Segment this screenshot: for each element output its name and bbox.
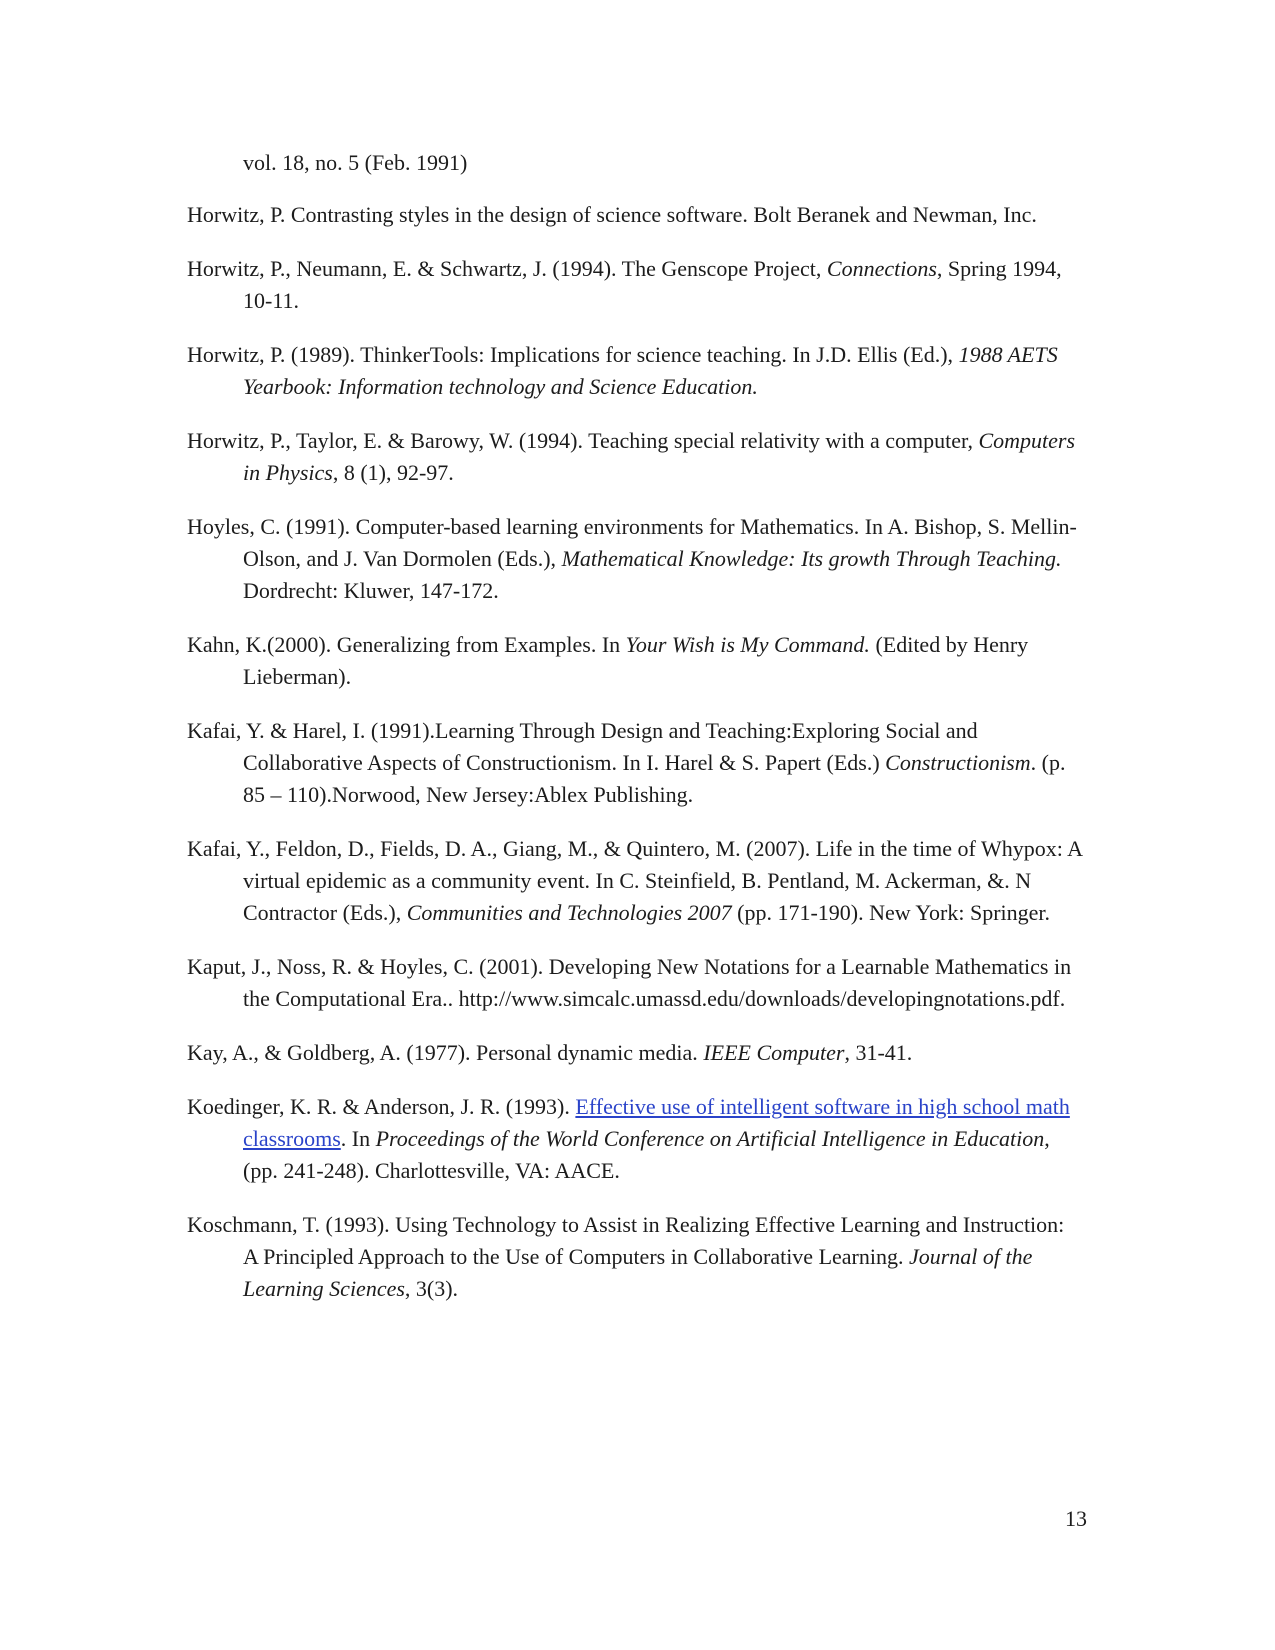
- reference-entry: [187, 1209, 1082, 1305]
- reference-text: [187, 1209, 1082, 1305]
- reference-segment: , Spring 1994, 10-11.: [243, 256, 1062, 313]
- reference-italic-title: Communities and Technologies 2007: [406, 900, 732, 925]
- reference-text: [187, 951, 1082, 1015]
- reference-text: [187, 715, 1082, 811]
- reference-italic-title: Mathematical Knowledge: Its growth Through Teaching.: [561, 546, 1062, 571]
- reference-segment: , (pp. 241-248). Charlottesville, VA: AACE.: [243, 1126, 1050, 1183]
- reference-text: [187, 339, 1082, 403]
- reference-segment: Dordrecht: Kluwer, 147-172.: [243, 578, 499, 603]
- reference-segment: (pp. 171-190). New York: Springer.: [731, 900, 1051, 925]
- reference-link[interactable]: Effective use of intelligent software in high school math classrooms: [243, 1094, 1070, 1151]
- reference-italic-title: Connections: [826, 256, 937, 281]
- reference-entry: [187, 425, 1082, 489]
- reference-text: [187, 1037, 1082, 1069]
- reference-entry: [187, 253, 1082, 317]
- reference-entry: [187, 951, 1082, 1015]
- page-number: 13: [1065, 1506, 1087, 1531]
- reference-entry: [187, 833, 1082, 929]
- reference-segment: . In: [340, 1126, 376, 1151]
- reference-segment: Kay, A., & Goldberg, A. (1977). Personal dynamic media.: [187, 1040, 704, 1065]
- reference-text: [187, 833, 1082, 929]
- reference-segment: , 31-41.: [844, 1040, 913, 1065]
- reference-entry: [187, 511, 1082, 607]
- reference-segment: Kaput, J., Noss, R. & Hoyles, C. (2001). Developing New Notations for a Learnable Mathematics in the Computational Era.. http://www.simcalc.umassd.edu/downloads/developingnotations.pdf.: [187, 954, 1072, 1011]
- reference-entry: [187, 629, 1082, 693]
- reference-entry: [187, 1037, 1082, 1069]
- reference-segment: Horwitz, P., Taylor, E. & Barowy, W. (1994). Teaching special relativity with a computer,: [187, 428, 979, 453]
- reference-segment: Koedinger, K. R. & Anderson, J. R. (1993).: [187, 1094, 576, 1119]
- reference-text: [187, 1091, 1082, 1187]
- reference-italic-title: Proceedings of the World Conference on Artificial Intelligence in Education: [375, 1126, 1045, 1151]
- reference-segment: Kafai, Y. & Harel, I. (1991).Learning Through Design and Teaching:Exploring Social and Collaborative Aspects of Constructionism. In I. Harel & S. Papert (Eds.): [187, 718, 978, 775]
- reference-italic-title: Constructionism: [885, 750, 1031, 775]
- reference-segment: (Edited by Henry Lieberman).: [243, 632, 1029, 689]
- reference-segment: . (p. 85 – 110).Norwood, New Jersey:Ablex Publishing.: [243, 750, 1066, 807]
- reference-segment: Kafai, Y., Feldon, D., Fields, D. A., Giang, M., & Quintero, M. (2007). Life in the time of Whypox: A virtual epidemic as a community event. In C. Steinfield, B. Pentland, M. Ackerman, &. N Contractor (Eds.),: [187, 836, 1082, 925]
- reference-segment: Horwitz, P. Contrasting styles in the design of science software. Bolt Beranek and Newman, Inc.: [187, 202, 1037, 227]
- reference-entry: [187, 199, 1082, 231]
- reference-italic-title: IEEE Computer: [703, 1040, 845, 1065]
- reference-text: [187, 425, 1082, 489]
- reference-italic-title: Your Wish is My Command.: [625, 632, 870, 657]
- reference-list: [187, 147, 1082, 1327]
- reference-continuation: vol. 18, no. 5 (Feb. 1991): [243, 150, 468, 175]
- reference-entry: [187, 1091, 1082, 1187]
- reference-entries: [187, 199, 1082, 1305]
- reference-segment: Kahn, K.(2000). Generalizing from Examples. In: [187, 632, 626, 657]
- reference-text: [187, 511, 1082, 607]
- reference-italic-title: 1988 AETS Yearbook: Information technology and Science Education.: [243, 342, 1058, 399]
- reference-text: [187, 629, 1082, 693]
- reference-segment: Horwitz, P., Neumann, E. & Schwartz, J. (1994). The Genscope Project,: [187, 256, 827, 281]
- reference-segment: Koschmann, T. (1993). Using Technology to Assist in Realizing Effective Learning and Instruction: A Principled Approach to the Use of Computers in Collaborative Learning.: [187, 1212, 1065, 1269]
- reference-entry: [187, 339, 1082, 403]
- reference-text: [187, 199, 1082, 231]
- reference-segment: , 8 (1), 92-97.: [332, 460, 454, 485]
- reference-italic-title: Computers in Physics: [243, 428, 1076, 485]
- reference-text: [187, 253, 1082, 317]
- reference-italic-title: Journal of the Learning Sciences: [243, 1244, 1033, 1301]
- reference-segment: , 3(3).: [404, 1276, 459, 1301]
- reference-segment: Horwitz, P. (1989). ThinkerTools: Implications for science teaching. In J.D. Ellis (Ed.),: [187, 342, 959, 367]
- reference-entry: [187, 715, 1082, 811]
- reference-segment: Hoyles, C. (1991). Computer-based learning environments for Mathematics. In A. Bishop, S. Mellin-Olson, and J. Van Dormolen (Eds.),: [187, 514, 1077, 571]
